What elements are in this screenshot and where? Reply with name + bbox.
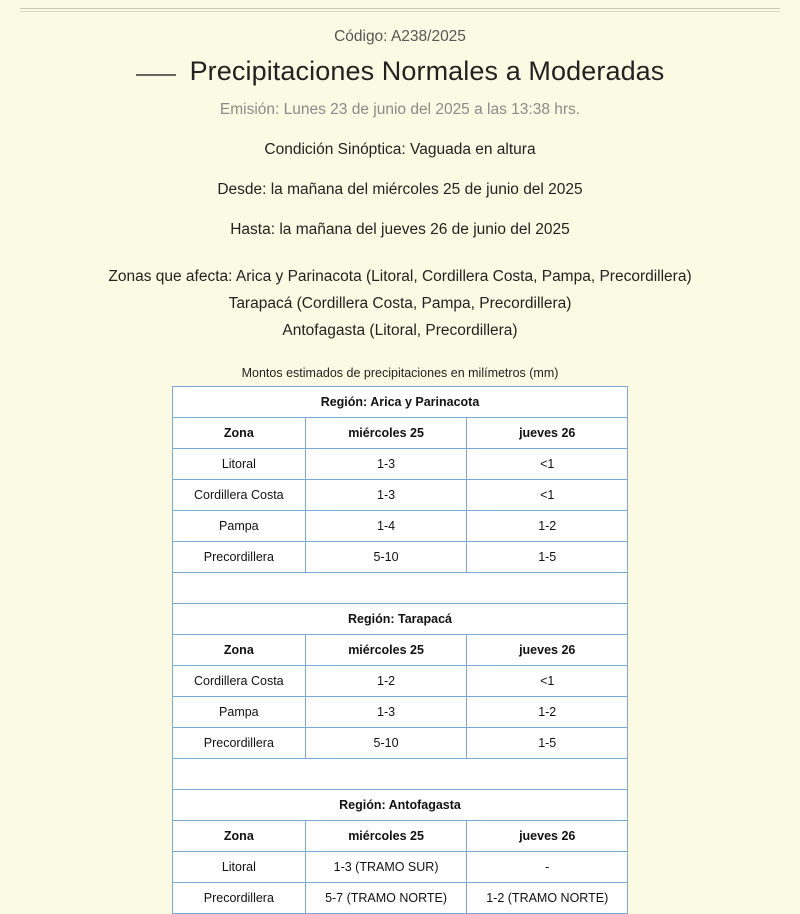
column-header-day1: miércoles 25 <box>305 635 467 666</box>
divider-line-bottom <box>20 11 780 12</box>
column-header-day1: miércoles 25 <box>305 821 467 852</box>
value-day2: 1-5 <box>467 542 628 573</box>
region-label: Región: Antofagasta <box>173 790 628 821</box>
value-day2: 1-2 <box>467 697 628 728</box>
page-title: Precipitaciones Normales a Moderadas <box>189 56 665 86</box>
region-label: Región: Arica y Parinacota <box>173 387 628 418</box>
title-row <box>20 56 780 87</box>
table-row <box>173 852 628 883</box>
region-label: Región: Tarapacá <box>173 604 628 635</box>
column-header-zona: Zona <box>173 418 306 449</box>
value-day2: - <box>467 852 628 883</box>
affected-zones-line: Tarapacá (Cordillera Costa, Pampa, Precordillera) <box>228 295 572 313</box>
value-day2: <1 <box>467 449 628 480</box>
valid-until: Hasta: la mañana del jueves 26 de junio del 2025 <box>230 221 570 238</box>
column-header-day2: jueves 26 <box>467 418 628 449</box>
zone-name: Pampa <box>173 697 306 728</box>
value-day1: 5-10 <box>305 728 467 759</box>
valid-from: Desde: la mañana del miércoles 25 de junio del 2025 <box>217 181 583 198</box>
column-header-zona: Zona <box>173 635 306 666</box>
column-header-row <box>173 635 628 666</box>
column-header-day2: jueves 26 <box>467 821 628 852</box>
value-day2: <1 <box>467 666 628 697</box>
value-day2: <1 <box>467 480 628 511</box>
synoptic-condition: Condición Sinóptica: Vaguada en altura <box>264 141 536 158</box>
table-row <box>173 542 628 573</box>
value-day1: 1-3 <box>305 480 467 511</box>
value-day1: 1-4 <box>305 511 467 542</box>
table-row <box>173 697 628 728</box>
table-spacer <box>173 573 628 604</box>
table-row <box>173 511 628 542</box>
column-header-row <box>173 418 628 449</box>
table-row <box>173 449 628 480</box>
table-row <box>173 666 628 697</box>
table-row <box>173 883 628 914</box>
value-day2: 1-2 (TRAMO NORTE) <box>467 883 628 914</box>
affected-zones-line: Antofagasta (Litoral, Precordillera) <box>282 322 518 340</box>
region-header-row <box>173 387 628 418</box>
zone-name: Precordillera <box>173 728 306 759</box>
affected-zones-line: Zonas que afecta: Arica y Parinacota (Litoral, Cordillera Costa, Pampa, Precordillera) <box>108 268 692 285</box>
zone-name: Cordillera Costa <box>173 480 306 511</box>
title-dash-icon <box>136 74 176 76</box>
region-header-row <box>173 790 628 821</box>
table-row <box>173 480 628 511</box>
column-header-day1: miércoles 25 <box>305 418 467 449</box>
value-day1: 1-3 <box>305 449 467 480</box>
emission-timestamp: Emisión: Lunes 23 de junio del 2025 a las 13:38 hrs. <box>219 101 581 118</box>
header-divider <box>20 0 780 12</box>
region-header-row <box>173 604 628 635</box>
value-day1: 1-2 <box>305 666 467 697</box>
zone-name: Pampa <box>173 511 306 542</box>
zone-name: Litoral <box>173 449 306 480</box>
value-day1: 5-10 <box>305 542 467 573</box>
zone-name: Cordillera Costa <box>173 666 306 697</box>
zone-name: Precordillera <box>173 542 306 573</box>
affected-zones <box>20 263 780 344</box>
value-day1: 1-3 <box>305 697 467 728</box>
precipitation-tables <box>20 386 780 914</box>
column-header-day2: jueves 26 <box>467 635 628 666</box>
table-spacer <box>173 759 628 790</box>
value-day2: 1-2 <box>467 511 628 542</box>
column-header-row <box>173 821 628 852</box>
zone-name: Precordillera <box>173 883 306 914</box>
value-day1: 1-3 (TRAMO SUR) <box>305 852 467 883</box>
precipitation-table <box>172 386 628 914</box>
divider-line-top <box>20 8 780 9</box>
table-row <box>173 728 628 759</box>
alert-code: Código: A238/2025 <box>334 28 466 45</box>
zone-name: Litoral <box>173 852 306 883</box>
value-day1: 5-7 (TRAMO NORTE) <box>305 883 467 914</box>
table-caption: Montos estimados de precipitaciones en milímetros (mm) <box>241 366 559 381</box>
column-header-zona: Zona <box>173 821 306 852</box>
value-day2: 1-5 <box>467 728 628 759</box>
